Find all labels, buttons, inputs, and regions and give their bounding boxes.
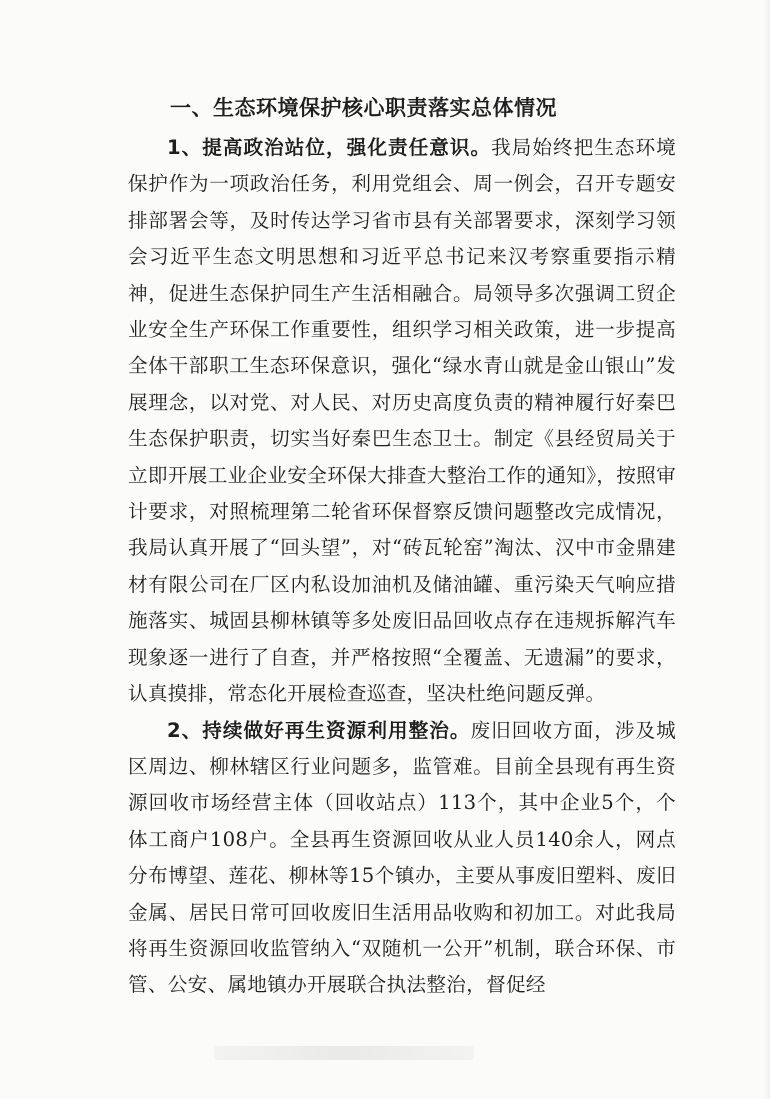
paragraph-1 [128,130,676,713]
scan-edge-shadow [764,0,770,1099]
paragraph-1-lead: 1、提高政治站位，强化责任意识。 [167,136,492,159]
paragraph-1-body: 我局始终把生态环境保护作为一项政治任务，利用党组会、周一例会，召开专题安排部署会等，及时传达学习省市县有关部署要求，深刻学习领会习近平生态文明思想和习近平总书记来汉考察重要指示精神，促进生态保护同生产生活相融合。局领导多次强调工贸企业安全生产环保工作重要性，组织学习相关政策，进一步提高全体干部职工生态环保意识，强化“绿水青山就是金山银山”发展理念，以对党、对人民、对历史高度负责的精神履行好秦巴生态保护职责，切实当好秦巴生态卫士。制定《县经贸局关于立即开展工业企业安全环保大排查大整治工作的通知》，按照审计要求，对照梳理第二轮省环保督察反馈问题整改完成情况，我局认真开展了“回头望”，对“砖瓦轮窑”淘汰、汉中市金鼎建材有限公司在厂区内私设加油机及储油罐、重污染天气响应措施落实、城固县柳林镇等多处废旧品回收点存在违规拆解汽车现象逐一进行了自查，并严格按照“全覆盖、无遗漏”的要求，认真摸排，常态化开展检查巡查，坚决杜绝问题反弹。 [128,136,677,706]
section-heading: 一、生态环境保护核心职责落实总体情况 [170,96,557,120]
scan-bleed-mark [214,1046,474,1060]
paragraph-2-body: 废旧回收方面，涉及城区周边、柳林辖区行业问题多，监管难。目前全县现有再生资源回收市场经营主体（回收站点）113个，其中企业5个，个体工商户108户。全县再生资源回收从业人员140余人，网点分布博望、莲花、柳林等15个镇办，主要从事废旧塑料、废旧金属、居民日常可回收废旧生活用品收购和初加工。对此我局将再生资源回收监管纳入“双随机一公开”机制，联合环保、市管、公安、属地镇办开展联合执法整治，督促经 [128,718,676,997]
document-body [128,90,676,1004]
paragraph-2 [128,713,676,1004]
paragraph-2-lead: 2、持续做好再生资源利用整治。 [167,718,471,742]
